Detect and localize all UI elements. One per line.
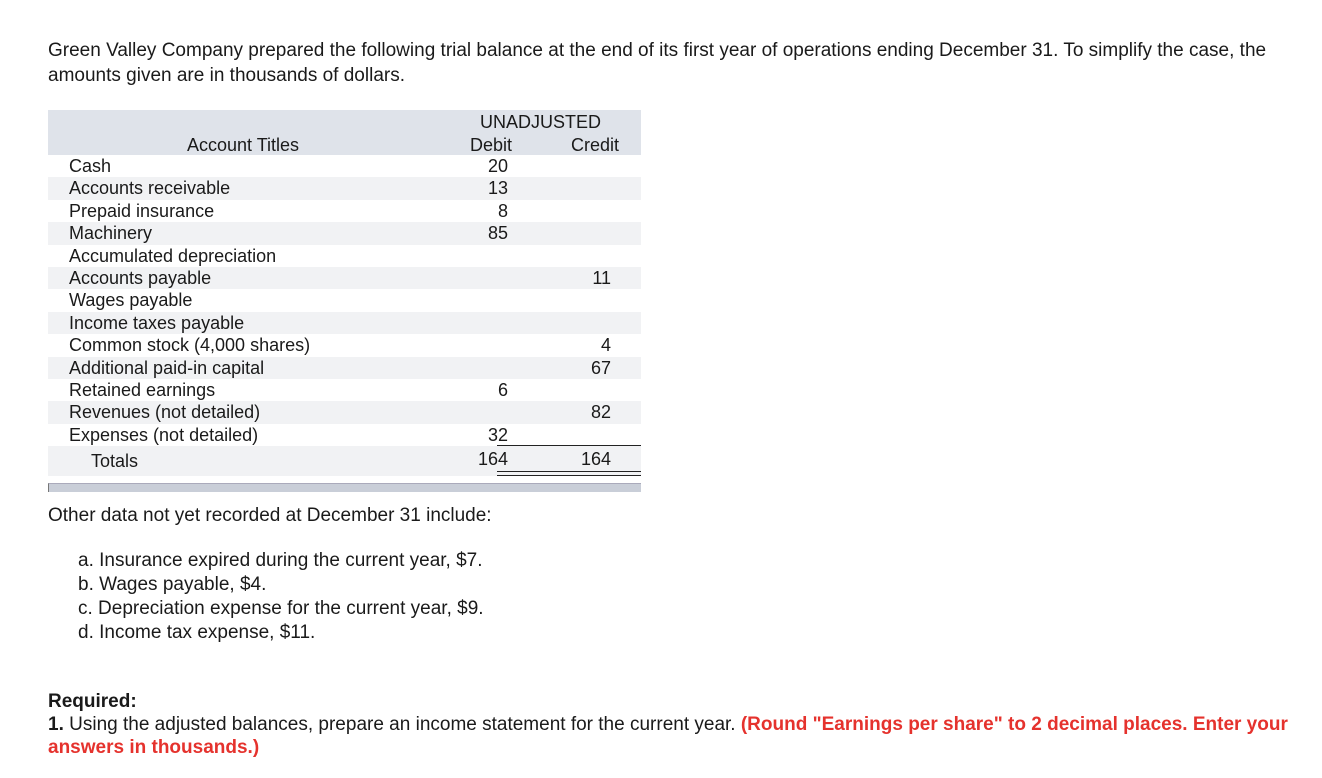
account-title-cell: Accumulated depreciation xyxy=(69,245,277,266)
debit-cell: 20 xyxy=(487,156,508,176)
list-item: d. Income tax expense, $11. xyxy=(78,622,316,643)
account-title-cell: Common stock (4,000 shares) xyxy=(69,335,311,356)
credit-cell: 67 xyxy=(590,357,611,378)
account-titles-header: Account Titles xyxy=(187,135,300,155)
table-row xyxy=(48,289,641,311)
credit-cell: 11 xyxy=(592,267,611,288)
table-row xyxy=(48,424,641,446)
credit-total-double-rule xyxy=(554,471,641,476)
table-row xyxy=(48,357,641,379)
required-instruction xyxy=(48,713,1313,759)
totals-row xyxy=(48,446,641,476)
table-scrollbar[interactable] xyxy=(48,483,641,492)
account-title-cell: Accounts payable xyxy=(69,267,212,288)
table-header-columns xyxy=(48,134,641,155)
table-body xyxy=(48,155,641,446)
account-title-cell: Additional paid-in capital xyxy=(69,357,265,378)
debit-cell: 6 xyxy=(497,379,508,400)
required-section xyxy=(48,690,1313,759)
debit-header: Debit xyxy=(470,135,513,155)
table-row xyxy=(48,312,641,334)
account-title-cell: Accounts receivable xyxy=(69,178,231,199)
other-data-heading: Other data not yet recorded at December 31 include: xyxy=(48,505,492,526)
account-title-cell: Expenses (not detailed) xyxy=(69,424,259,445)
account-title-cell: Wages payable xyxy=(69,290,193,311)
credit-cell: 4 xyxy=(600,335,611,356)
trial-balance-table xyxy=(48,110,641,476)
credit-subtotal-rule xyxy=(554,445,641,446)
intro-paragraph: Green Valley Company prepared the following trial balance at the end of its first year of operations ending December 31. To simplify the case, the amounts given are in thousands of dollars. xyxy=(48,40,1267,86)
debit-cell: 8 xyxy=(497,200,508,221)
unadjusted-header: UNADJUSTED xyxy=(480,112,602,132)
totals-debit: 164 xyxy=(477,449,508,470)
list-item: c. Depreciation expense for the current year, $9. xyxy=(78,598,484,619)
table-row xyxy=(48,267,641,289)
account-title-cell: Machinery xyxy=(69,223,153,244)
debit-cell: 32 xyxy=(487,424,508,445)
table-row xyxy=(48,177,641,199)
table-row xyxy=(48,379,641,401)
required-note: (Round "Earnings per share" to 2 decimal places. Enter your answers in thousands.) xyxy=(48,714,1288,758)
required-text: Using the adjusted balances, prepare an income statement for the current year. xyxy=(63,714,741,735)
other-data-list xyxy=(78,549,484,645)
account-title-cell: Prepaid insurance xyxy=(69,200,215,221)
list-item: b. Wages payable, $4. xyxy=(78,574,267,595)
credit-cell: 82 xyxy=(590,402,611,423)
account-title-cell: Retained earnings xyxy=(69,379,216,400)
table-row xyxy=(48,245,641,267)
required-title: Required: xyxy=(48,691,137,712)
list-item: a. Insurance expired during the current year, $7. xyxy=(78,550,483,571)
table-row xyxy=(48,200,641,222)
table-row xyxy=(48,155,641,177)
table-row xyxy=(48,222,641,244)
account-title-cell: Revenues (not detailed) xyxy=(69,402,261,423)
table-row xyxy=(48,334,641,356)
required-number: 1. xyxy=(48,714,64,735)
debit-cell: 85 xyxy=(487,223,508,244)
totals-credit: 164 xyxy=(580,449,611,470)
table-header-group xyxy=(48,110,641,134)
table-row xyxy=(48,401,641,423)
account-title-cell: Cash xyxy=(69,156,112,176)
credit-header: Credit xyxy=(571,135,620,155)
account-title-cell: Income taxes payable xyxy=(69,312,245,333)
totals-label: Totals xyxy=(91,451,139,472)
debit-cell: 13 xyxy=(487,178,508,199)
